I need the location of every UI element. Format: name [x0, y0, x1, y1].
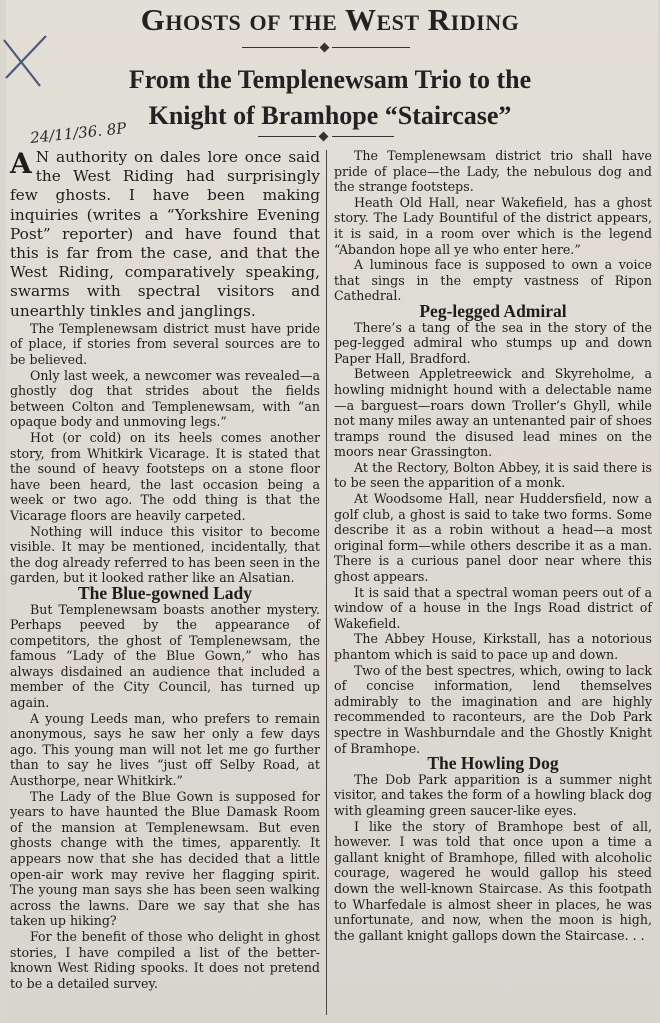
- handwritten-date: 24/11/36. 8P: [29, 119, 128, 147]
- article-paragraph: It is said that a spectral woman peers out of a window of a house in the Ings Road district of Wakefield.: [334, 584, 652, 631]
- article-paragraph: Two of the best spectres, which, owing to lack of concise information, lend themselves admirably to the imagination and are highly recommended to raconteurs, are the Dob Park spectre in Washburndale and the Ghostly Knight of Bramhope.: [334, 662, 652, 756]
- drop-cap: A: [10, 147, 32, 180]
- section-heading: The Howling Dog: [427, 753, 559, 774]
- article-paragraph: A young Leeds man, who prefers to remain anonymous, says he saw her only a few days ago. This young man will not let me go further than to say he lives “just off Selby Road, at Austhorpe, near Whitkirk.”: [10, 710, 320, 789]
- article-paragraph: But Templenewsam boasts another mystery. Perhaps peeved by the appearance of competitors, the ghost of Templenewsam, the famous “Lady of the Blue Gown,” who has always disdained an audience that included a member of the City Council, has turned up again.: [10, 601, 320, 711]
- article-paragraph: The Templenewsam district must have pride of place, if stories from several sources are to be believed.: [10, 320, 320, 368]
- headline-text: Ghosts of the West Riding: [140, 2, 520, 37]
- article-paragraph: For the benefit of those who delight in ghost stories, I have compiled a list of the better-known West Riding spooks. It does not pretend to be a detailed survey.: [10, 928, 320, 991]
- article-paragraph: Nothing will induce this visitor to become visible. It may be mentioned, incidentally, that the dog already referred to has been seen in the garden, but it looked rather like an Alsatian.: [10, 523, 320, 586]
- article-paragraph: The Abbey House, Kirkstall, has a notorious phantom which is said to pace up and down.: [334, 631, 652, 662]
- title-rule-right: [332, 47, 410, 48]
- headline: [0, 2, 660, 38]
- article-paragraph: The Templenewsam district trio shall have pride of place—the Lady, the nebulous dog and the strange footsteps.: [334, 148, 652, 195]
- article-paragraph: Heath Old Hall, near Wakefield, has a ghost story. The Lady Bountiful of the district appears, it is said, in a room over which is the legend “Abandon hope all ye who enter here.”: [334, 194, 652, 257]
- section-heading: Peg-legged Admiral: [419, 300, 567, 321]
- article-paragraph: Between Appletreewick and Skyreholme, a howling midnight hound with a delectable name—a barguest—roars down Troller’s Ghyll, while not many miles away an untenanted pair of shoes tramps round the disused lead mines on the moors near Grassington.: [334, 366, 652, 460]
- article-paragraph: At the Rectory, Bolton Abbey, it is said there is to be seen the apparition of a monk.: [334, 459, 652, 491]
- subtitle-rule-right: [332, 136, 394, 137]
- column-divider: [326, 150, 327, 1015]
- left-column: [10, 148, 320, 991]
- subheadline-line-1: From the Templenewsam Trio to the: [128, 65, 532, 94]
- subtitle-rule-left: [258, 136, 316, 137]
- article-paragraph: The Lady of the Blue Gown is supposed for years to have haunted the Blue Damask Room of the mansion at Templenewsam. But even ghosts change with the times, apparently. It appears now that she has decided that a little open-air work may revive her flagging spirit. The young man says she has been seen walking across the lawns. Dare we say that she has taken up hiking?: [10, 788, 320, 929]
- section-heading: The Blue-gowned Lady: [77, 582, 253, 603]
- lead-text: N authority on dales lore once said the West Riding had surprisingly few ghosts. I have been making inquiries (writes a “Yorkshire Evening Post” reporter) and have found that this is far from the case, and that the West Riding, comparatively speaking, swarms with spectral visitors and unearthly tinkles and janglings.: [10, 148, 320, 320]
- title-rule-left: [242, 47, 318, 48]
- article-paragraph: There’s a tang of the sea in the story of the peg-legged admiral who stumps up and down Paper Hall, Bradford.: [334, 319, 652, 366]
- article-paragraph: The Dob Park apparition is a summer night visitor, and takes the form of a howling black dog with gleaming green saucer-like eyes.: [334, 771, 652, 818]
- article-paragraph: I like the story of Bramhope best of all, however. I was told that once upon a time a gallant knight of Bramhope, filled with alcoholic courage, wagered he would gallop his steed down the well-known Staircase. As this footpath to Wharfedale is almost sheer in places, he was unfortunate, and now, when the moon is high, the gallant knight gallops down the Staircase. . .: [334, 818, 652, 943]
- right-column: [334, 148, 652, 943]
- article-paragraph: A luminous face is supposed to own a voice that sings in the empty vastness of Ripon Cathedral.: [334, 257, 652, 304]
- subheadline-line-2: Knight of Bramhope “Staircase”: [148, 101, 512, 130]
- lead-paragraph: [10, 148, 320, 321]
- article-paragraph: Only last week, a newcomer was revealed—a ghostly dog that strides about the fields between Colton and Templenewsam, with “an opaque body and unmoving legs.”: [10, 367, 320, 430]
- article-paragraph: At Woodsome Hall, near Huddersfield, now a golf club, a ghost is said to take two forms. Some describe it as a robin without a head—a most original form—while others describe it as a man. There is a curious panel door near where this ghost appears.: [334, 491, 652, 585]
- article-paragraph: Hot (or cold) on its heels comes another story, from Whitkirk Vicarage. It is stated that the sound of heavy footsteps on a stone floor have been heard, the last occasion being a week or two ago. The odd thing is that the Vicarage floors are heavily carpeted.: [10, 429, 320, 523]
